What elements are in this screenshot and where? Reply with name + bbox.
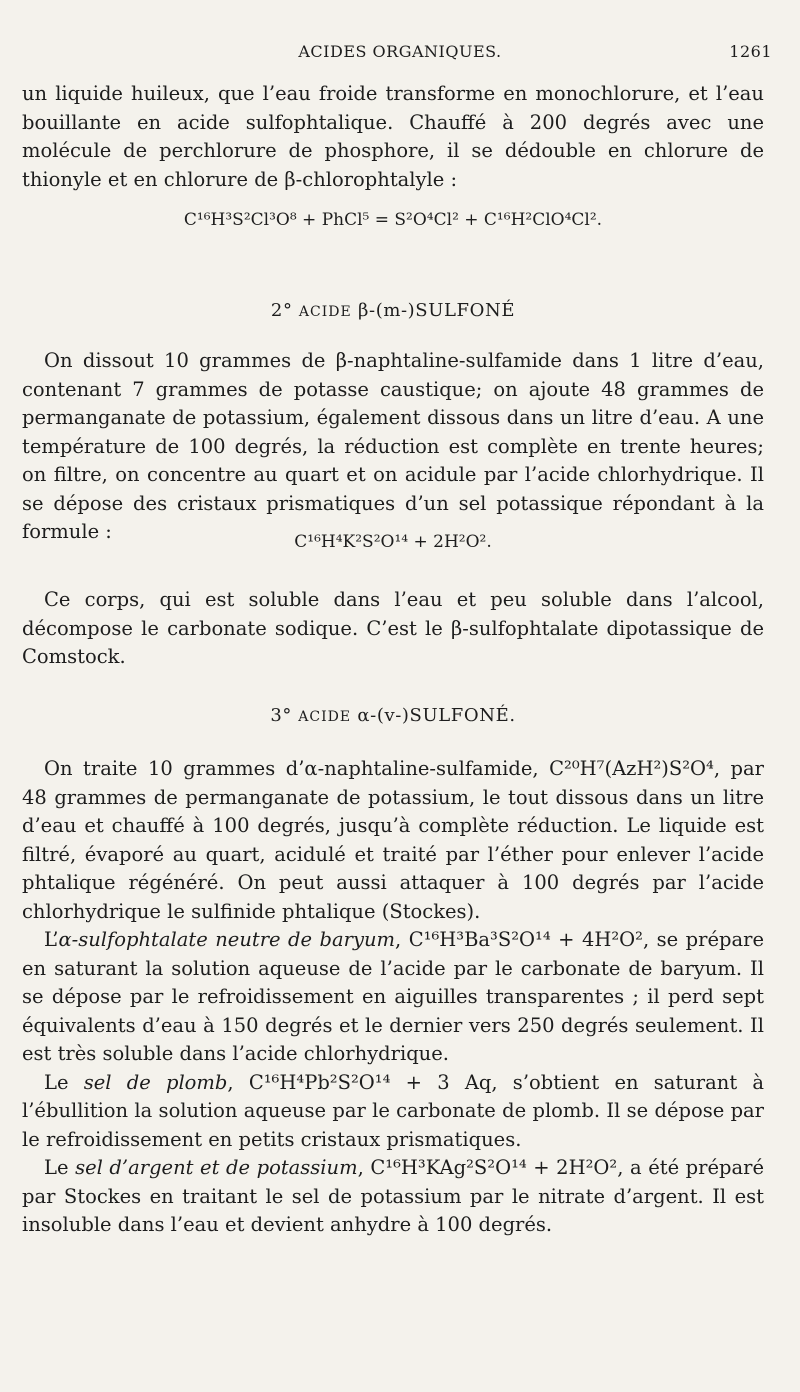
section-2-formula: C¹⁶H⁴K²S²O¹⁴ + 2H²O².	[294, 532, 492, 552]
section-2-label: ACIDE	[298, 304, 352, 320]
barium-salt-text: , C¹⁶H³Ba³S²O¹⁴ + 4H²O², se prépare en saturant la solution aqueuse de l’acide par le carbonate de baryum. Il se dépose par le refroidissement en aiguilles transparentes ; il perd sept équivalents d’eau à 150 degrés et le dernier vers 250 degrés seulement. Il est très soluble dans l’acide chlorhydrique.	[22, 928, 764, 1065]
running-title: ACIDES ORGANIQUES.	[298, 42, 502, 61]
silver-salt-paragraph	[22, 1154, 764, 1240]
running-header	[28, 42, 772, 68]
lead-salt-name: sel de plomb	[83, 1070, 228, 1094]
silver-salt-lead: Le	[44, 1156, 76, 1179]
section-2-number: 2°	[270, 300, 293, 321]
barium-lead: L’	[44, 928, 59, 951]
section-2-paragraph-2: Ce corps, qui est soluble dans l’eau et peu soluble dans l’alcool, décompose le carbonate sodique. C’est le β-sulfophtalate dipotassique de Comstock.	[22, 588, 764, 668]
page-number: 1261	[729, 42, 772, 61]
silver-salt-name: sel d’argent et de potassium	[75, 1156, 358, 1179]
barium-salt-name: α-sulfophtalate neutre de baryum	[58, 928, 396, 951]
section-3-heading	[22, 705, 764, 726]
lead-salt-text: , C¹⁶H⁴Pb²S²O¹⁴ + 3 Aq, s’obtient en saturant à l’ébullition la solution aqueuse par le carbonate de plomb. Il se dépose par le refroidissement en petits cristaux prismatiques.	[22, 1070, 764, 1151]
silver-salt-text: , C¹⁶H³KAg²S²O¹⁴ + 2H²O², a été préparé par Stockes en traitant le sel de potassium par le nitrate d’argent. Il est insoluble dans l’eau et devient anhydre à 100 degrés.	[22, 1156, 764, 1236]
lead-salt-lead: Le	[44, 1070, 84, 1094]
section-3-number: 3°	[270, 705, 292, 726]
intro-paragraph: un liquide huileux, que l’eau froide transforme en monochlorure, et l’eau bouillante en acide sulfophtalique. Chauffé à 200 degrés avec une molécule de perchlorure de phosphore, il se dédouble en chlorure de thionyle et en chlorure de β-chlorophtalyle :	[22, 82, 764, 191]
section-3-name: α-(v-)SULFONÉ.	[357, 705, 516, 726]
section-2-heading	[22, 300, 764, 321]
lead-salt-paragraph	[22, 1069, 764, 1155]
section-2-body	[22, 347, 764, 547]
section-3-body	[22, 755, 764, 1240]
intro-block	[22, 80, 764, 194]
section-3-label: ACIDE	[298, 709, 352, 725]
intro-formula: C¹⁶H³S²Cl³O⁸ + PhCl⁵ = S²O⁴Cl² + C¹⁶H²ClO⁴Cl².	[183, 210, 603, 230]
barium-salt-paragraph	[22, 926, 764, 1069]
section-2-paragraph-1: On dissout 10 grammes de β-naphtaline-sulfamide dans 1 litre d’eau, contenant 7 grammes de potasse caustique; on ajoute 48 grammes de permanganate de potassium, également dissous dans un litre d’eau. A une température de 100 degrés, la réduction est complète en trente heures; on filtre, on concentre au quart et on acidule par l’acide chlorhydrique. Il se dépose des cristaux prismatiques d’un sel potassique répondant à la formule :	[22, 349, 764, 543]
section-2-note	[22, 586, 764, 672]
section-3-paragraph-1: On traite 10 grammes d’α-naphtaline-sulfamide, C²⁰H⁷(AzH²)S²O⁴, par 48 grammes de permanganate de potassium, le tout dissous dans un litre d’eau et chauffé à 100 degrés, jusqu’à complète réduction. Le liquide est filtré, évaporé au quart, acidulé et traité par l’éther pour enlever l’acide phtalique régénéré. On peut aussi attaquer à 100 degrés par l’acide chlorhydrique le sulfinide phtalique (Stockes).	[22, 757, 764, 923]
section-2-name: β-(m-)SULFONÉ	[358, 300, 516, 321]
